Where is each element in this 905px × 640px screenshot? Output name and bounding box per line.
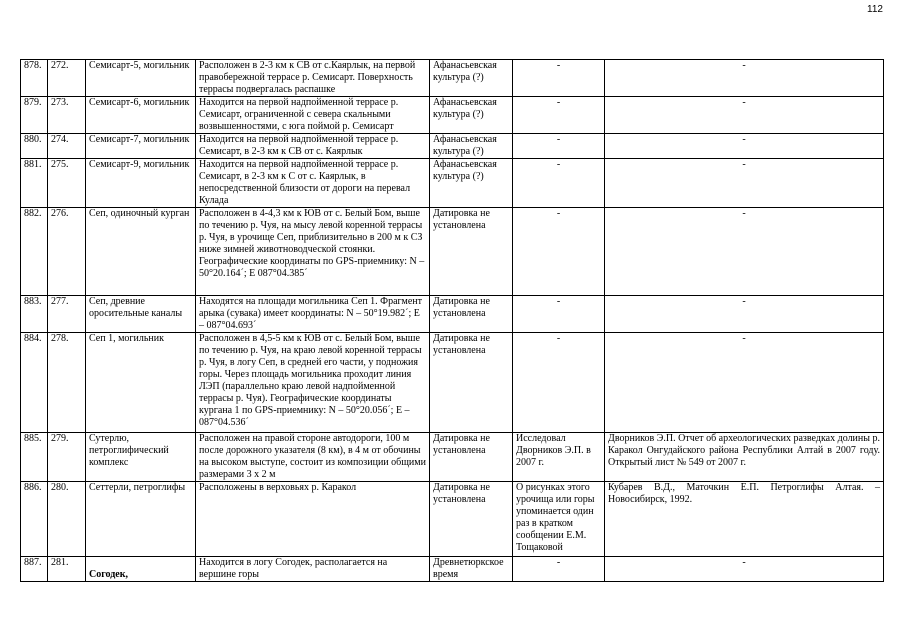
table-row: [21, 333, 884, 433]
site-literature: -: [605, 333, 884, 433]
site-literature: -: [605, 296, 884, 333]
table-row: [21, 97, 884, 134]
site-dating: Афанасьевская культура (?): [430, 97, 513, 134]
site-research: -: [513, 333, 605, 433]
table-row: [21, 433, 884, 482]
row-subnumber: 281.: [48, 557, 86, 582]
site-literature: -: [605, 159, 884, 208]
row-number: 883.: [21, 296, 48, 333]
table-row: [21, 557, 884, 582]
site-dating: Афанасьевская культура (?): [430, 159, 513, 208]
site-name: Семисарт-6, могильник: [86, 97, 196, 134]
row-subnumber: 272.: [48, 60, 86, 97]
row-subnumber: 278.: [48, 333, 86, 433]
row-subnumber: 279.: [48, 433, 86, 482]
site-literature: -: [605, 134, 884, 159]
site-dating: Датировка не установлена: [430, 482, 513, 557]
site-name: Сеп, одиночный курган: [86, 208, 196, 296]
site-name: Сеп, древние оросительные каналы: [86, 296, 196, 333]
site-name: [86, 557, 196, 582]
site-name: Семисарт-5, могильник: [86, 60, 196, 97]
site-name: Сеп 1, могильник: [86, 333, 196, 433]
row-subnumber: 275.: [48, 159, 86, 208]
site-dating: Датировка не установлена: [430, 333, 513, 433]
site-name: Сеттерли, петроглифы: [86, 482, 196, 557]
site-location: Находится на первой надпойменной террасе р. Семисарт, в 2-3 км к СВ от с. Каярлык: [196, 134, 430, 159]
row-subnumber: 277.: [48, 296, 86, 333]
site-research: -: [513, 134, 605, 159]
site-literature: Кубарев В.Д., Маточкин Е.П. Петроглифы Алтая. – Новосибирск, 1992.: [605, 482, 884, 557]
row-number: 878.: [21, 60, 48, 97]
row-subnumber: 276.: [48, 208, 86, 296]
site-location: Расположены в верховьях р. Каракол: [196, 482, 430, 557]
site-location: Расположен в 4,5-5 км к ЮВ от с. Белый Бом, выше по течению р. Чуя, на краю левой коренной террасы р. Чуя, в логу Сеп, в средней его части, у подножия горы. Через площадь могильника проходит линия ЛЭП (параллельно краю левой надпойменной террасы р. Чуя). Географические координаты кургана 1 по GPS-приемнику: N – 50°20.056´; E – 087°04.536´: [196, 333, 430, 433]
site-literature: -: [605, 557, 884, 582]
site-literature: -: [605, 208, 884, 296]
row-number: 879.: [21, 97, 48, 134]
site-location: Расположен в 2-3 км к СВ от с.Каярлык, на первой правобережной террасе р. Семисарт. Поверхность террасы подвергалась распашке: [196, 60, 430, 97]
site-research: -: [513, 60, 605, 97]
site-dating: Афанасьевская культура (?): [430, 134, 513, 159]
site-literature: -: [605, 97, 884, 134]
site-research: -: [513, 97, 605, 134]
table-row: [21, 159, 884, 208]
table-row: [21, 134, 884, 159]
site-research: -: [513, 557, 605, 582]
row-number: 886.: [21, 482, 48, 557]
site-name: Семисарт-7, могильник: [86, 134, 196, 159]
site-location: Находится на первой надпойменной террасе р. Семисарт, в 2-3 км к С от с. Каярлык, в непосредственной близости от дороги на перевал Кулада: [196, 159, 430, 208]
row-subnumber: 273.: [48, 97, 86, 134]
site-location: Находится в логу Согодек, располагается на вершине горы: [196, 557, 430, 582]
site-location: Находятся на площади могильника Сеп 1. Фрагмент арыка (сувака) имеет координаты: N – 50°19.982´; E – 087°04.693´: [196, 296, 430, 333]
site-research: -: [513, 159, 605, 208]
site-dating: Афанасьевская культура (?): [430, 60, 513, 97]
site-literature: Дворников Э.П. Отчет об археологических разведках долины р. Каракол Онгудайского района Республики Алтай в 2007 году. Открытый лист № 549 от 2007 г.: [605, 433, 884, 482]
row-number: 884.: [21, 333, 48, 433]
site-location: Находится на первой надпойменной террасе р. Семисарт, ограниченной с севера скальными возвышенностями, с юга поймой р. Семисарт: [196, 97, 430, 134]
row-number: 887.: [21, 557, 48, 582]
row-subnumber: 274.: [48, 134, 86, 159]
site-name: Семисарт-9, могильник: [86, 159, 196, 208]
site-name: Сутерлю, петроглифический комплекс: [86, 433, 196, 482]
table-row: [21, 482, 884, 557]
site-location: Расположен в 4-4,3 км к ЮВ от с. Белый Бом, выше по течению р. Чуя, на мысу левой коренной террасы р. Чуя, в урочище Сеп, приблизительно в 200 м к СЗ ниже зимней животноводческой стоянки. Географические координаты по GPS-приемнику: N – 50°20.164´; E 087°04.385´: [196, 208, 430, 296]
row-number: 880.: [21, 134, 48, 159]
row-number: 882.: [21, 208, 48, 296]
site-literature: -: [605, 60, 884, 97]
site-dating: Датировка не установлена: [430, 433, 513, 482]
site-dating: Датировка не установлена: [430, 296, 513, 333]
table-row: [21, 208, 884, 296]
row-number: 885.: [21, 433, 48, 482]
row-subnumber: 280.: [48, 482, 86, 557]
site-dating: Древнетюркское время: [430, 557, 513, 582]
table-row: [21, 296, 884, 333]
site-name-text: Согодек,: [89, 569, 128, 580]
site-location: Расположен на правой стороне автодороги, 100 м после дорожного указателя (8 км), в 4 м от обочины на высоком выступе, состоит из композиции общими размерами 3 х 2 м: [196, 433, 430, 482]
site-dating: Датировка не установлена: [430, 208, 513, 296]
site-research: О рисунках этого урочища или горы упоминается один раз в кратком сообщении Е.М. Тощаковой: [513, 482, 605, 557]
site-registry-table: [20, 59, 884, 582]
page-number: 112: [867, 4, 883, 15]
site-research: -: [513, 296, 605, 333]
site-research: -: [513, 208, 605, 296]
table-row: [21, 60, 884, 97]
site-research: Исследовал Дворников Э.П. в 2007 г.: [513, 433, 605, 482]
row-number: 881.: [21, 159, 48, 208]
